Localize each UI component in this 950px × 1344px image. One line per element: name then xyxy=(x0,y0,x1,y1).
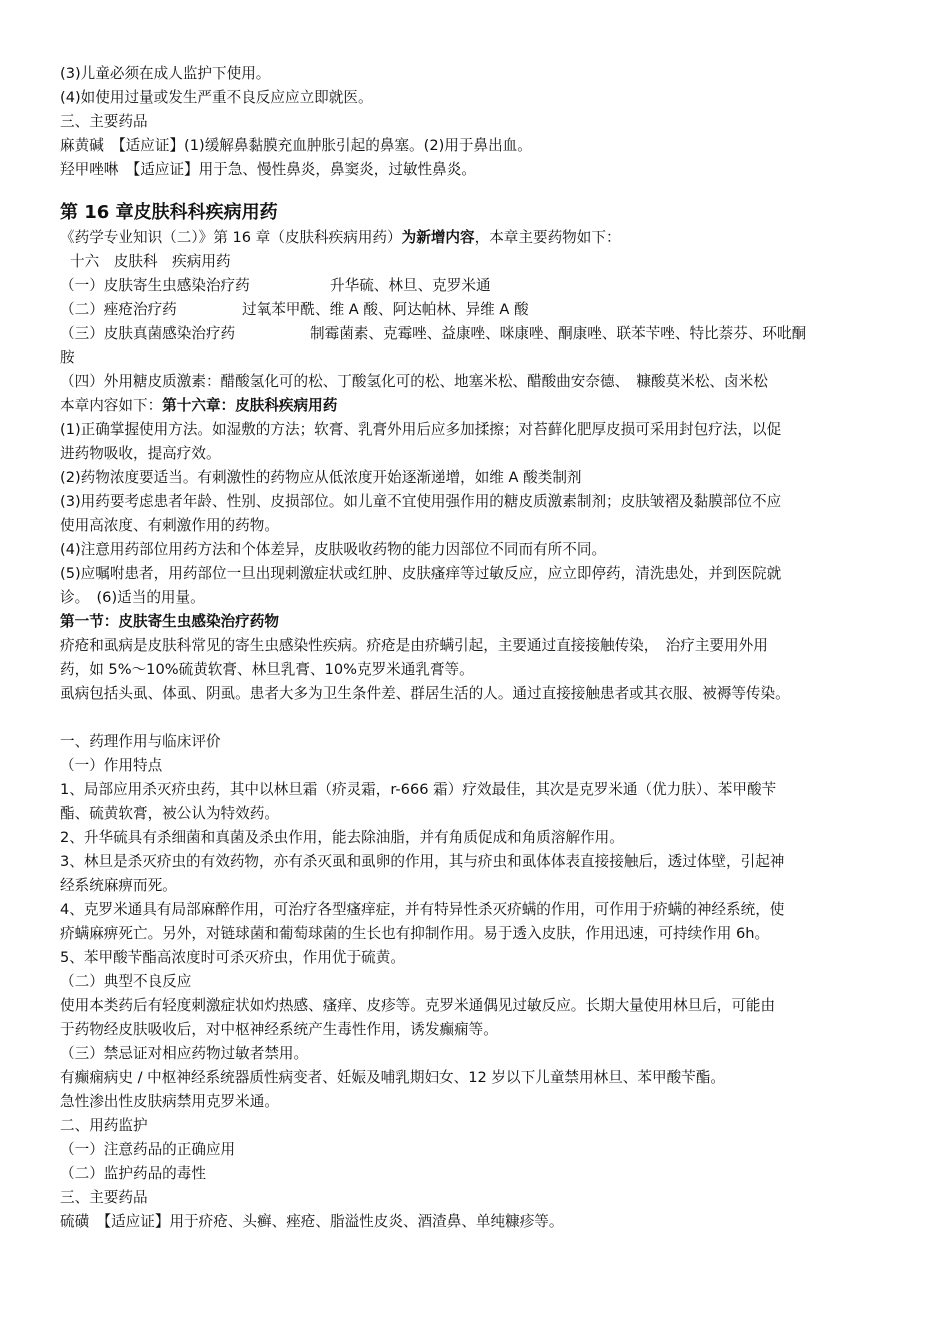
chapter-intro xyxy=(60,226,890,250)
subsection-heading: 三、主要药品 xyxy=(60,1189,148,1206)
drug-entry: 硫磺 【适应证】用于疥疮、头癣、痤疮、脂溢性皮炎、酒渣鼻、单纯糠疹等。 xyxy=(60,1213,564,1230)
list-item: 5、苯甲酸苄酯高浓度时可杀灭疥虫，作用优于硫黄。 xyxy=(60,949,405,966)
paragraph-cont: 药，如 5%～10%硫黄软膏、林旦乳膏、10%克罗米通乳膏等。 xyxy=(60,661,474,678)
principle-2: (2)药物浓度要适当。有刺激性的药物应从低浓度开始逐渐递增，如维 A 酸类制剂 xyxy=(60,469,582,486)
drug-group-1 xyxy=(60,274,890,298)
content-label: 本章内容如下： xyxy=(60,397,163,414)
principle-3-cont: 使用高浓度、有刺激作用的药物。 xyxy=(60,517,279,534)
text-line: (3)儿童必须在成人监护下使用。 xyxy=(60,65,271,82)
subsection-heading: （二）典型不良反应 xyxy=(60,973,192,990)
principle-4: (4)注意用药部位用药方法和个体差异，皮肤吸收药物的能力因部位不同而有所不同。 xyxy=(60,541,607,558)
subsection-heading: 一、药理作用与临床评价 xyxy=(60,733,221,750)
subsection-heading: 二、用药监护 xyxy=(60,1117,148,1134)
principle-5-cont: 诊。 (6)适当的用量。 xyxy=(60,589,205,606)
list-item: 3、林旦是杀灭疥虫的有效药物，亦有杀灭虱和虱卵的作用，其与疥虫和虱体体表直接接触后，透过体壁，引起神 xyxy=(60,853,785,870)
chapter-title: 第 16 章皮肤科科疾病用药 xyxy=(60,202,278,223)
drug-entry: 麻黄碱 【适应证】(1)缓解鼻黏膜充血肿胀引起的鼻塞。(2)用于鼻出血。 xyxy=(60,137,532,154)
paragraph: 急性渗出性皮肤病禁用克罗米通。 xyxy=(60,1093,279,1110)
content-title: 第十六章：皮肤科疾病用药 xyxy=(162,397,338,414)
subsection-heading: （一）作用特点 xyxy=(60,757,163,774)
intro-text: 《药学专业知识（二）》第 16 章（皮肤科疾病用药） xyxy=(60,229,402,246)
paragraph: 有癫痫病史 / 中枢神经系统器质性病变者、妊娠及哺乳期妇女、12 岁以下儿童禁用林旦、苯甲酸苄酯。 xyxy=(60,1069,725,1086)
section-title: 第一节：皮肤寄生虫感染治疗药物 xyxy=(60,613,279,630)
group-drugs: 制霉菌素、克霉唑、益康唑、咪康唑、酮康唑、联苯苄唑、特比萘芬、环吡酮 xyxy=(310,325,807,342)
chapter-subheading: 十六 皮肤科 疾病用药 xyxy=(70,253,231,270)
principle-3: (3)用药要考虑患者年龄、性别、皮损部位。如儿童不宜使用强作用的糖皮质激素制剂；皮肤皱褶及黏膜部位不应 xyxy=(60,493,782,510)
content-heading xyxy=(60,394,890,418)
paragraph: 疥疮和虱病是皮肤科常见的寄生虫感染性疾病。疥疮是由疥螨引起，主要通过直接接触传染， 治疗主要用外用 xyxy=(60,637,768,654)
text-line: 胺 xyxy=(60,349,75,366)
list-item-cont: 酯、硫黄软膏，被公认为特效药。 xyxy=(60,805,279,822)
drug-group-3 xyxy=(60,322,890,346)
group-drugs: 过氧苯甲酰、维 A 酸、阿达帕林、异维 A 酸 xyxy=(242,301,529,318)
paragraph: 使用本类药后有轻度刺激症状如灼热感、瘙痒、皮疹等。克罗米通偶见过敏反应。长期大量使用林旦后，可能由 xyxy=(60,997,776,1014)
drug-entry: 羟甲唑啉 【适应证】用于急、慢性鼻炎，鼻窦炎，过敏性鼻炎。 xyxy=(60,161,476,178)
principle-5: (5)应嘱咐患者，用药部位一旦出现刺激症状或红肿、皮肤瘙痒等过敏反应，应立即停药，清洗患处，并到医院就 xyxy=(60,565,782,582)
blank-line xyxy=(60,706,890,730)
subsection-heading: （二）监护药品的毒性 xyxy=(60,1165,206,1182)
text-line: (4)如使用过量或发生严重不良反应应立即就医。 xyxy=(60,89,373,106)
paragraph-cont: 于药物经皮肤吸收后，对中枢神经系统产生毒性作用，诱发癫痫等。 xyxy=(60,1021,498,1038)
list-item: 4、克罗米通具有局部麻醉作用，可治疗各型瘙痒症，并有特异性杀灭疥螨的作用，可作用于疥螨的神经系统，使 xyxy=(60,901,785,918)
drug-group-4: （四）外用糖皮质激素：醋酸氢化可的松、丁酸氢化可的松、地塞米松、醋酸曲安奈德、 糠酸莫米松、卤米松 xyxy=(60,373,768,390)
subsection-heading: （三）禁忌证对相应药物过敏者禁用。 xyxy=(60,1045,309,1062)
list-item-cont: 疥螨麻痹死亡。另外，对链球菌和葡萄球菌的生长也有抑制作用。易于透入皮肤，作用迅速，可持续作用 6h。 xyxy=(60,925,770,942)
group-label: （二）痤疮治疗药 xyxy=(60,301,177,318)
list-item: 1、局部应用杀灭疥虫药，其中以林旦霜（疥灵霜，r-666 霜）疗效最佳，其次是克罗米通（优力肤）、苯甲酸苄 xyxy=(60,781,777,798)
group-drugs: 升华硫、林旦、克罗米通 xyxy=(330,277,491,294)
section-heading: 三、主要药品 xyxy=(60,113,148,130)
group-label: （三）皮肤真菌感染治疗药 xyxy=(60,325,236,342)
paragraph: 虱病包括头虱、体虱、阴虱。患者大多为卫生条件差、群居生活的人。通过直接接触患者或其衣服、被褥等传染。 xyxy=(60,685,790,702)
drug-group-2 xyxy=(60,298,890,322)
subsection-heading: （一）注意药品的正确应用 xyxy=(60,1141,236,1158)
intro-text: ，本章主要药物如下： xyxy=(474,229,621,246)
list-item: 2、升华硫具有杀细菌和真菌及杀虫作用，能去除油脂，并有角质促成和角质溶解作用。 xyxy=(60,829,624,846)
principle-1-cont: 进药物吸收，提高疗效。 xyxy=(60,445,221,462)
principle-1: (1)正确掌握使用方法。如湿敷的方法；软膏、乳膏外用后应多加揉擦；对苔藓化肥厚皮损可采用封包疗法，以促 xyxy=(60,421,782,438)
group-label: （一）皮肤寄生虫感染治疗药 xyxy=(60,277,250,294)
list-item-cont: 经系统麻痹而死。 xyxy=(60,877,177,894)
intro-emphasis: 为新增内容 xyxy=(401,229,475,246)
